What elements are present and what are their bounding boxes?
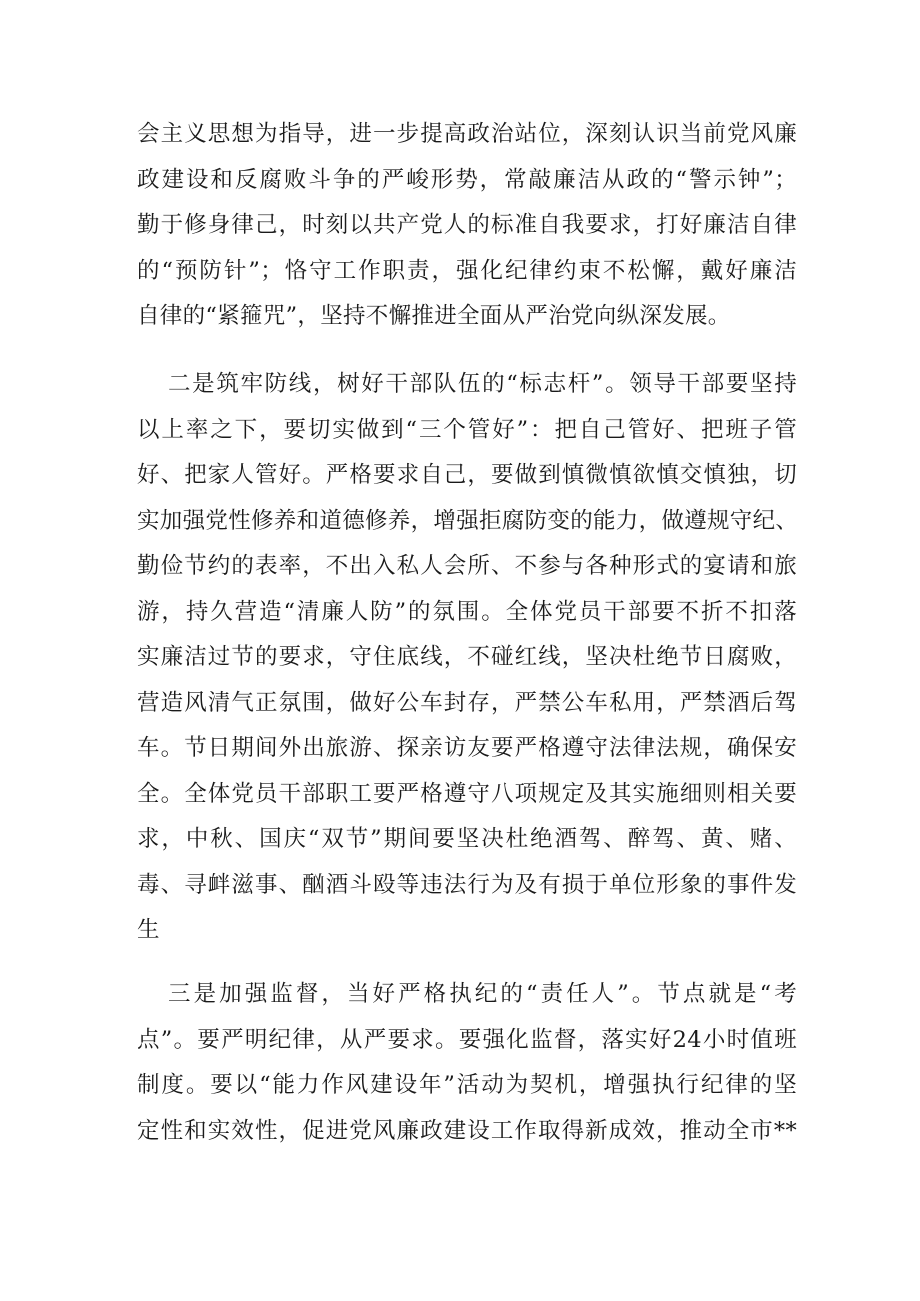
text-line: 自律的“紧箍咒”，坚持不懈推进全面从严治党向纵深发展。: [137, 303, 731, 329]
text-line: 勤俭节约的表率，不出入私人会所、不参与各种形式的宴请和旅: [137, 553, 797, 579]
text-line: 二是筑牢防线，树好干部队伍的“标志杆”。领导干部要坚持: [168, 371, 797, 397]
paragraph-build-defense: [137, 362, 797, 954]
text-line: 毒、寻衅滋事、酗酒斗殴等违法行为及有损于单位形象的事件发: [137, 871, 797, 898]
text-line: 车。节日期间外出旅游、探亲访友要严格遵守法律法规，确保安: [137, 735, 797, 761]
text-line: 生: [137, 917, 160, 943]
text-line: 制度。要以“能力作风建设年”活动为契机，增强执行纪律的坚: [137, 1072, 797, 1098]
text-line: 三是加强监督，当好严格执纪的“责任人”。节点就是“考: [168, 981, 797, 1007]
text-line: 营造风清气正氛围，做好公车封存，严禁公车私用，严禁酒后驾: [137, 689, 797, 716]
text-line: 定性和实效性，促进党风廉政建设工作取得新成效，推动全市**: [137, 1117, 797, 1144]
text-line: 会主义思想为指导，进一步提高政治站位，深刻认识当前党风廉: [137, 121, 797, 147]
text-line: 勤于修身律己，时刻以共产党人的标准自我要求，打好廉洁自律: [137, 212, 797, 238]
text-line: 全。全体党员干部职工要严格遵守八项规定及其实施细则相关要: [137, 780, 797, 807]
text-line: 游，持久营造“清廉人防”的氛围。全体党员干部要不折不扣落: [137, 598, 797, 625]
text-line: 的“预防针”；恪守工作职责，强化纪律约束不松懈，戴好廉洁: [137, 257, 797, 284]
text-line: 点”。要严明纪律，从严要求。要强化监督，落实好24小时值班: [137, 1026, 797, 1053]
paragraph-strengthen-supervision: [137, 972, 797, 1154]
text-line: 实廉洁过节的要求，守住底线，不碰红线，坚决杜绝节日腐败，: [137, 644, 797, 670]
text-line: 求，中秋、国庆“双节”期间要坚决杜绝酒驾、醉驾、黄、赌、: [137, 826, 797, 852]
text-line: 政建设和反腐败斗争的严峻形势，常敲廉洁从政的“警示钟”；: [137, 166, 797, 193]
text-line: 实加强党性修养和道德修养，增强拒腐防变的能力，做遵规守纪、: [137, 507, 799, 534]
text-line: 以上率之下，要切实做到“三个管好”：把自己管好、把班子管: [137, 416, 797, 443]
text-line: 好、把家人管好。严格要求自己，要做到慎微慎欲慎交慎独，切: [137, 462, 797, 488]
paragraph-discipline-awareness: [137, 112, 797, 340]
